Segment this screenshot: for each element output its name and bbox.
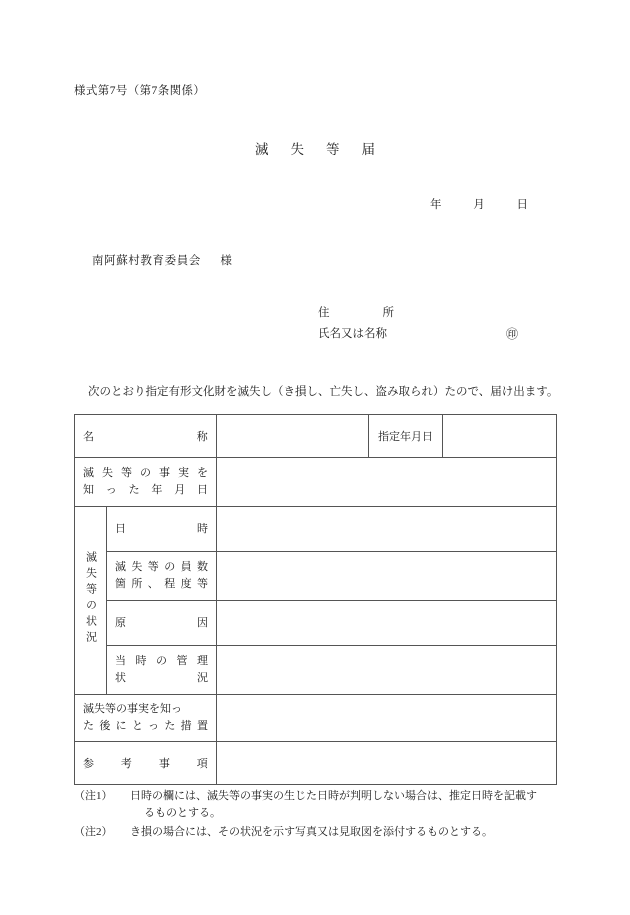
cell-situation-value-1[interactable] — [217, 552, 557, 601]
addressee-name: 南阿蘇村教育委員会 — [92, 255, 201, 267]
cell-designation-label — [369, 415, 443, 458]
cell-known-date-label — [75, 458, 217, 507]
measures-label-line1: 滅失等の事実を知っ — [83, 703, 182, 715]
table-row — [75, 458, 557, 507]
situation-vertical-label: 滅失等の状況 — [84, 551, 97, 647]
footnote-1-line2: るものとする。 — [144, 807, 221, 819]
measures-label-line2: た後にとった措置 — [83, 720, 208, 732]
intro-sentence: 次のとおり指定有形文化財を滅失し（き損し、亡失し、盗み取られ）たので、届け出ます。 — [88, 386, 559, 398]
situation-label-0-line1: 日時 — [115, 522, 208, 535]
known-date-label-line2: 知った年月日 — [83, 484, 208, 496]
cell-situation-label-1 — [107, 552, 217, 601]
cell-situation-label-3 — [107, 646, 217, 695]
situation-label-2-line1: 原因 — [115, 616, 208, 629]
cell-name-label — [75, 415, 217, 458]
date-year-label: 年 — [430, 199, 442, 211]
table-row — [75, 695, 557, 742]
cell-measures-value[interactable] — [217, 695, 557, 742]
table-row — [75, 507, 557, 552]
submitter-address-label: 住所 — [318, 307, 394, 319]
footnote-2-line1: き損の場合には、その状況を示す写真又は見取図を添付するものとする。 — [130, 826, 493, 838]
cell-known-date-value[interactable] — [217, 458, 557, 507]
cell-situation-label-2 — [107, 601, 217, 646]
situation-label-3-line2: 状況 — [115, 672, 208, 684]
footnote-2 — [74, 824, 584, 841]
cell-remarks-value[interactable] — [217, 742, 557, 785]
page-title-text: 滅失等届 — [255, 142, 397, 157]
submitter-address-row — [318, 303, 538, 324]
date-line — [430, 196, 528, 212]
cell-situation-vertical-label — [75, 507, 107, 695]
table-row — [75, 552, 557, 601]
seal-icon: ㊞ — [506, 327, 519, 341]
cell-situation-value-3[interactable] — [217, 646, 557, 695]
table-row — [75, 646, 557, 695]
situation-label-3-line1: 当時の管理 — [115, 655, 208, 667]
page-title — [0, 138, 630, 158]
table-row — [75, 601, 557, 646]
footnote-1-line1: 日時の欄には、滅失等の事実の生じた日時が判明しない場合は、推定日時を記載す — [130, 790, 537, 802]
cell-remarks-label — [75, 742, 217, 785]
footnotes — [74, 788, 584, 843]
cell-situation-label-0 — [107, 507, 217, 552]
addressee-line — [92, 252, 233, 268]
situation-label-1-line2: 箇所、程度等 — [115, 578, 208, 590]
cell-name-value[interactable] — [217, 415, 369, 458]
footnote-1 — [74, 788, 584, 822]
cell-situation-value-0[interactable] — [217, 507, 557, 552]
submitter-block — [318, 303, 538, 345]
designation-label: 指定年月日 — [378, 431, 433, 443]
remarks-label: 参考事項 — [83, 758, 208, 770]
cell-measures-label — [75, 695, 217, 742]
name-label: 名称 — [83, 431, 208, 443]
declaration-table — [74, 414, 557, 785]
known-date-label-line1: 滅失等の事実を — [83, 467, 208, 479]
table-row — [75, 742, 557, 785]
date-month-label: 月 — [473, 199, 485, 211]
submitter-name-row — [318, 324, 538, 345]
cell-designation-value[interactable] — [443, 415, 557, 458]
submitter-name-label: 氏名又は名称 — [318, 328, 387, 340]
footnote-1-tag: （注1） — [74, 790, 113, 802]
footnote-2-tag: （注2） — [74, 826, 113, 838]
table-row — [75, 415, 557, 458]
situation-label-1-line1: 滅失等の員数 — [115, 561, 208, 573]
date-day-label: 日 — [516, 199, 528, 211]
addressee-honorific: 様 — [220, 255, 233, 267]
form-code: 様式第7号（第7条関係） — [74, 85, 206, 97]
cell-situation-value-2[interactable] — [217, 601, 557, 646]
